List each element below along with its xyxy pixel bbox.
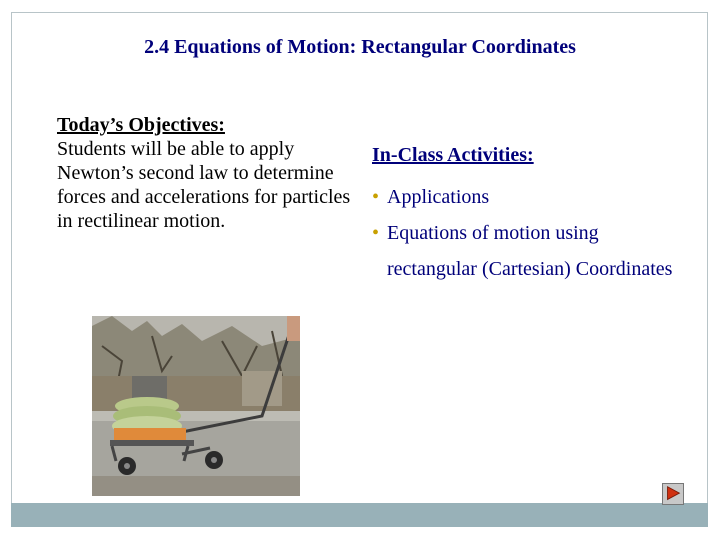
next-slide-button[interactable] (662, 483, 684, 505)
activity-item (372, 179, 692, 215)
bullet-icon: • (372, 186, 380, 208)
objectives-heading: Today’s Objectives: (57, 114, 225, 136)
activity-item-text: Applications (387, 186, 490, 208)
activity-item (372, 215, 692, 287)
slide-title: 2.4 Equations of Motion: Rectangular Coordinates (144, 36, 576, 58)
wagon-photo (92, 316, 300, 496)
bullet-icon: • (372, 222, 380, 244)
activity-item-text: Equations of motion using rectangular (Cartesian) Coordinates (387, 222, 673, 280)
play-next-icon (663, 484, 683, 504)
objectives-text: Students will be able to apply Newton’s second law to determine forces and accelerations for particles in rectilinear motion. (57, 138, 351, 232)
footer-bar (11, 503, 708, 527)
activities-block (372, 143, 692, 287)
activities-heading: In-Class Activities: (372, 144, 534, 166)
objectives-block (57, 113, 357, 233)
